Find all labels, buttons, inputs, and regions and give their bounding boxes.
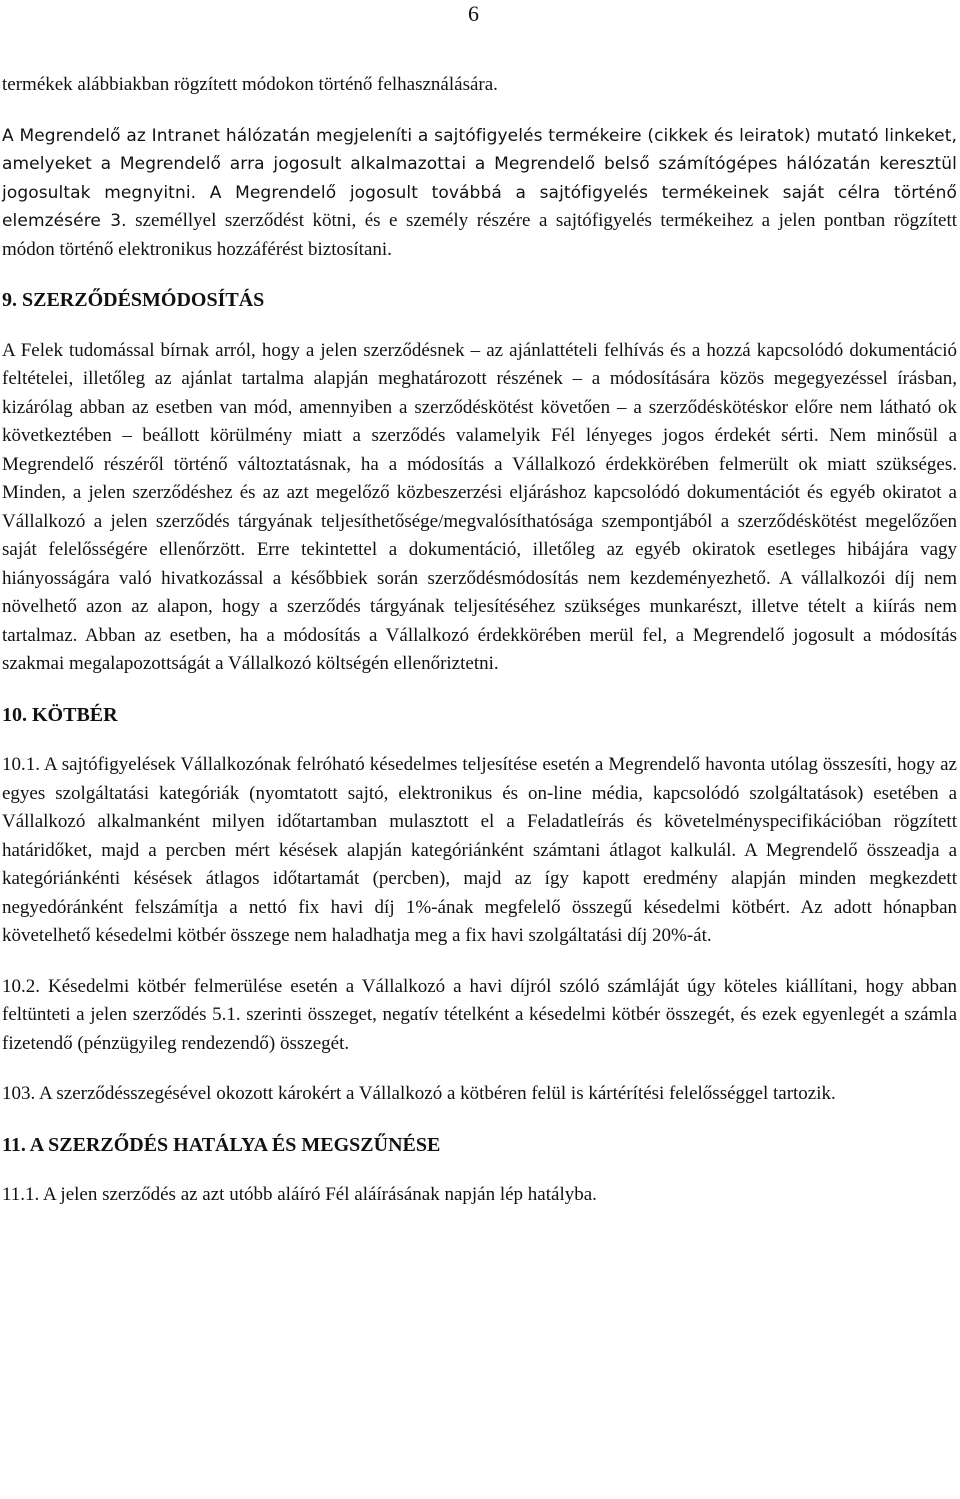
- paragraph-intro-tail: termékek alábbiakban rögzített módokon történő felhasználására.: [2, 74, 498, 95]
- paragraph-intranet-part-a: A Megrendelő az Intranet hálózatán megjeleníti a sajtófigyelés termékeire (cikkek és leiratok) mutató linkeket, amelyeket a Megrendelő arra jogosult alkalmazottai a Megrendelő belső számítógépes hálózatán keresztül jogosultak megnyitni. A Megrendelő jogosult továbbá a sajtófigyelés termékeinek saját célra történő elemzésére 3.: [2, 125, 957, 231]
- section-10-3: 103. A szerződésszegésével okozott károkért a Vállalkozó a kötbéren felül is kártérítési felelősséggel tartozik.: [2, 1083, 836, 1104]
- page-number: 6: [468, 1, 479, 26]
- section-9-heading: 9. SZERZŐDÉSMÓDOSÍTÁS: [2, 289, 265, 311]
- section-11-1: 11.1. A jelen szerződés az azt utóbb aláíró Fél aláírásának napján lép hatályba.: [2, 1184, 597, 1205]
- section-10-heading: 10. KÖTBÉR: [2, 703, 118, 726]
- paragraph-intranet-part-b: személlyel szerződést kötni, és e személy részére a sajtófigyelés termékeihez a jelen pontban rögzített módon történő elektronikus hozzáférést biztosítani.: [2, 210, 958, 260]
- section-10-2: 10.2. Késedelmi kötbér felmerülése esetén a Vállalkozó a havi díjról szóló számláját úgy köteles kiállítani, hogy abban feltünteti a jelen szerződés 5.1. szerinti összeget, negatív tételként a késedelmi kötbér összegét, és ezek egyenlegét a számla fizetendő (pénzügyileg rendezendő) összegét.: [2, 975, 957, 1054]
- section-10-1: 10.1. A sajtófigyelések Vállalkozónak felróható késedelmes teljesítése esetén a Megrendelő havonta utólag összesíti, hogy az egyes szolgáltatási kategóriák (nyomtatott sajtó, elektronikus és on-line média, kapcsolódó szolgáltatások) esetében a Vállalkozó alkalmanként milyen időtartamban mulasztott el a Feladatleírás és követelményspecifikációban rögzített határidőket, majd a percben mért késések alapján kategóriánként számtani átlagot kalkulál. A Megrendelő összeadja a kategóriánkénti késések átlagos időtartamát (percben), majd az így kapott eredmény alapján minden megkezdett negyedóránként felszámítja a nettó fix havi díj 1%-ának megfelelő összegű késedelmi kötbért. Az adott hónapban követelhető késedelmi kötbér összege nem haladhatja meg a fix havi szolgáltatási díj 20%-át.: [2, 754, 957, 946]
- paragraph-intranet: [2, 122, 957, 265]
- document-body: [2, 71, 957, 1210]
- section-11-heading: 11. A SZERZŐDÉS HATÁLYA ÉS MEGSZŰNÉSE: [2, 1133, 441, 1156]
- section-9-body: A Felek tudomással bírnak arról, hogy a jelen szerződésnek – az ajánlattételi felhívás és a hozzá kapcsolódó dokumentáció feltételei, illetőleg az ajánlat tartalma alapján meghatározott részének – a módosítására közös megegyezéssel írásban, kizárólag abban az esetben van mód, amennyiben a szerződéskötést követően – a szerződéskötéskor előre nem látható ok következtében – beállott körülmény miatt a szerződés valamelyik Fél lényeges jogos érdekét sérti. Nem minősül a Megrendelő részéről történő változtatásnak, ha a módosítás a Vállalkozó érdekkörében felmerült ok miatt szükséges. Minden, a jelen szerződéshez és az azt megelőző közbeszerzési eljáráshoz kapcsolódó dokumentációt és egyéb okiratot a Vállalkozó a jelen szerződés tárgyának teljesíthetősége/megvalósíthatósága szempontjából a szerződéskötést megelőzően saját felelősségére ellenőrzött. Erre tekintettel a dokumentáció, illetőleg az egyéb okiratok esetleges hibájára vagy hiányosságára való hivatkozással a későbbiek során szerződésmódosítás nem kezdeményezhető. A vállalkozói díj nem növelhető azon az alapon, hogy a szerződés tárgyának teljesítéséhez szükséges munkarészt, illetve tételt a kiírás nem tartalmaz. Abban az esetben, ha a módosítás a Vállalkozó érdekkörében merül fel, a Megrendelő jogosult a módosítás szakmai megalapozottságát a Vállalkozó költségén ellenőriztetni.: [2, 339, 957, 674]
